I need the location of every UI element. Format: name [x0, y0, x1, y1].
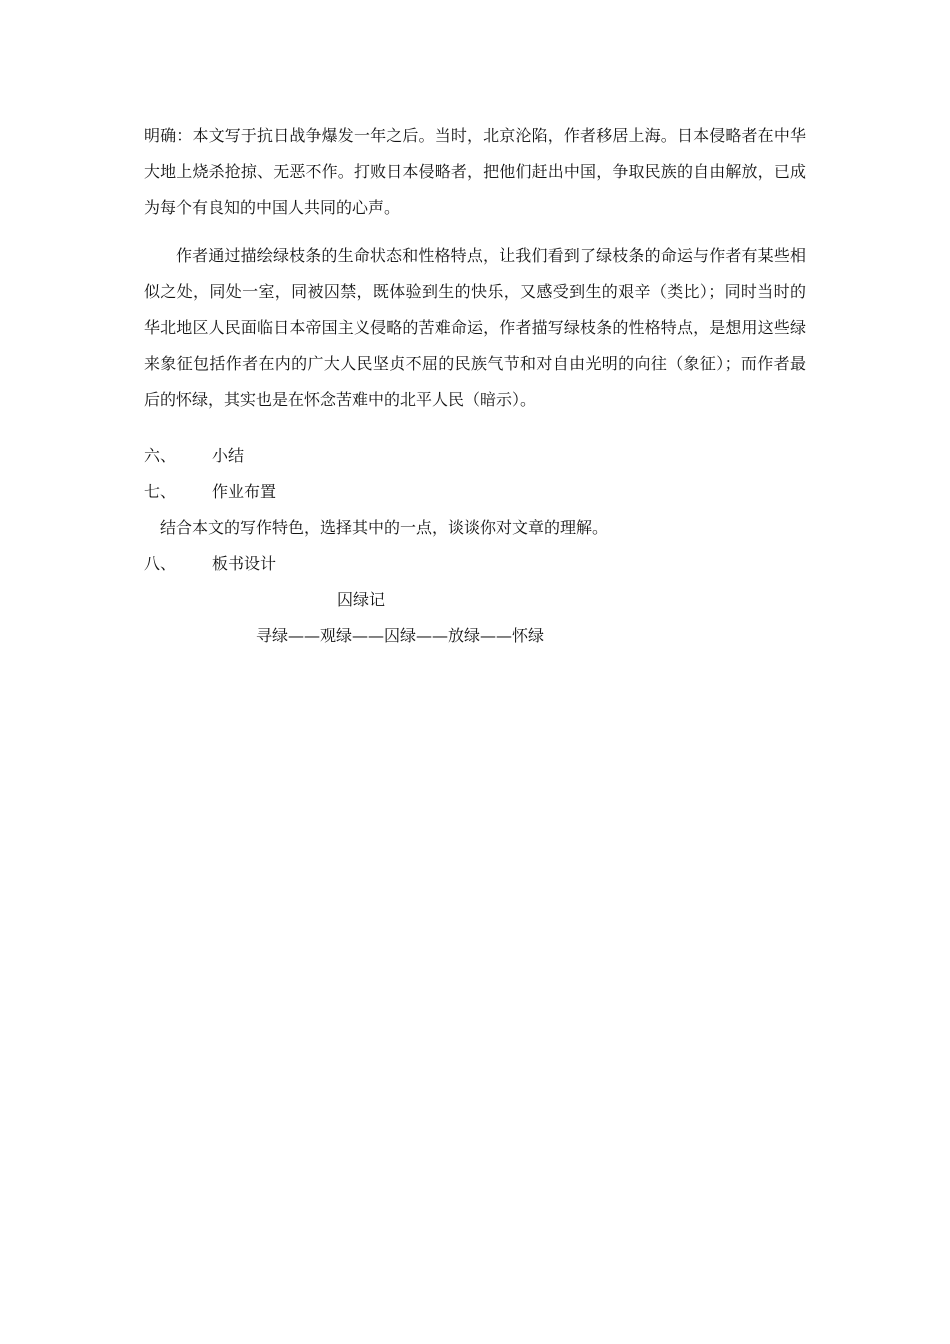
section-number: 六、 [144, 446, 177, 465]
section-title: 小结 [212, 446, 245, 465]
board-flow: 寻绿——观绿——囚绿——放绿——怀绿 [256, 626, 545, 645]
section-title: 作业布置 [212, 482, 277, 501]
section-heading-homework [144, 480, 276, 504]
board-title: 囚绿记 [337, 590, 386, 609]
homework-text: 结合本文的写作特色，选择其中的一点，谈谈你对文章的理解。 [160, 518, 609, 537]
paragraph-analysis: 作者通过描绘绿枝条的生命状态和性格特点，让我们看到了绿枝条的命运与作者有某些相似之处，同处一室，同被囚禁，既体验到生的快乐，又感受到生的艰辛（类比）；同时当时的华北地区人民面临日本帝国主义侵略的苦难命运，作者描写绿枝条的性格特点，是想用这些绿来象征包括作者在内的广大人民坚贞不屈的民族气节和对自由光明的向往（象征）；而作者最后的怀绿，其实也是在怀念苦难中的北平人民（暗示）。 [144, 246, 806, 409]
section-number: 八、 [144, 554, 177, 573]
section-heading-board-design [144, 552, 276, 576]
section-number: 七、 [144, 482, 177, 501]
section-heading-summary [144, 444, 244, 468]
section-title: 板书设计 [212, 554, 277, 573]
paragraph-explanation: 明确：本文写于抗日战争爆发一年之后。当时，北京沦陷，作者移居上海。日本侵略者在中华大地上烧杀抢掠、无恶不作。打败日本侵略者，把他们赶出中国，争取民族的自由解放，已成为每个有良知的中国人共同的心声。 [144, 126, 806, 217]
